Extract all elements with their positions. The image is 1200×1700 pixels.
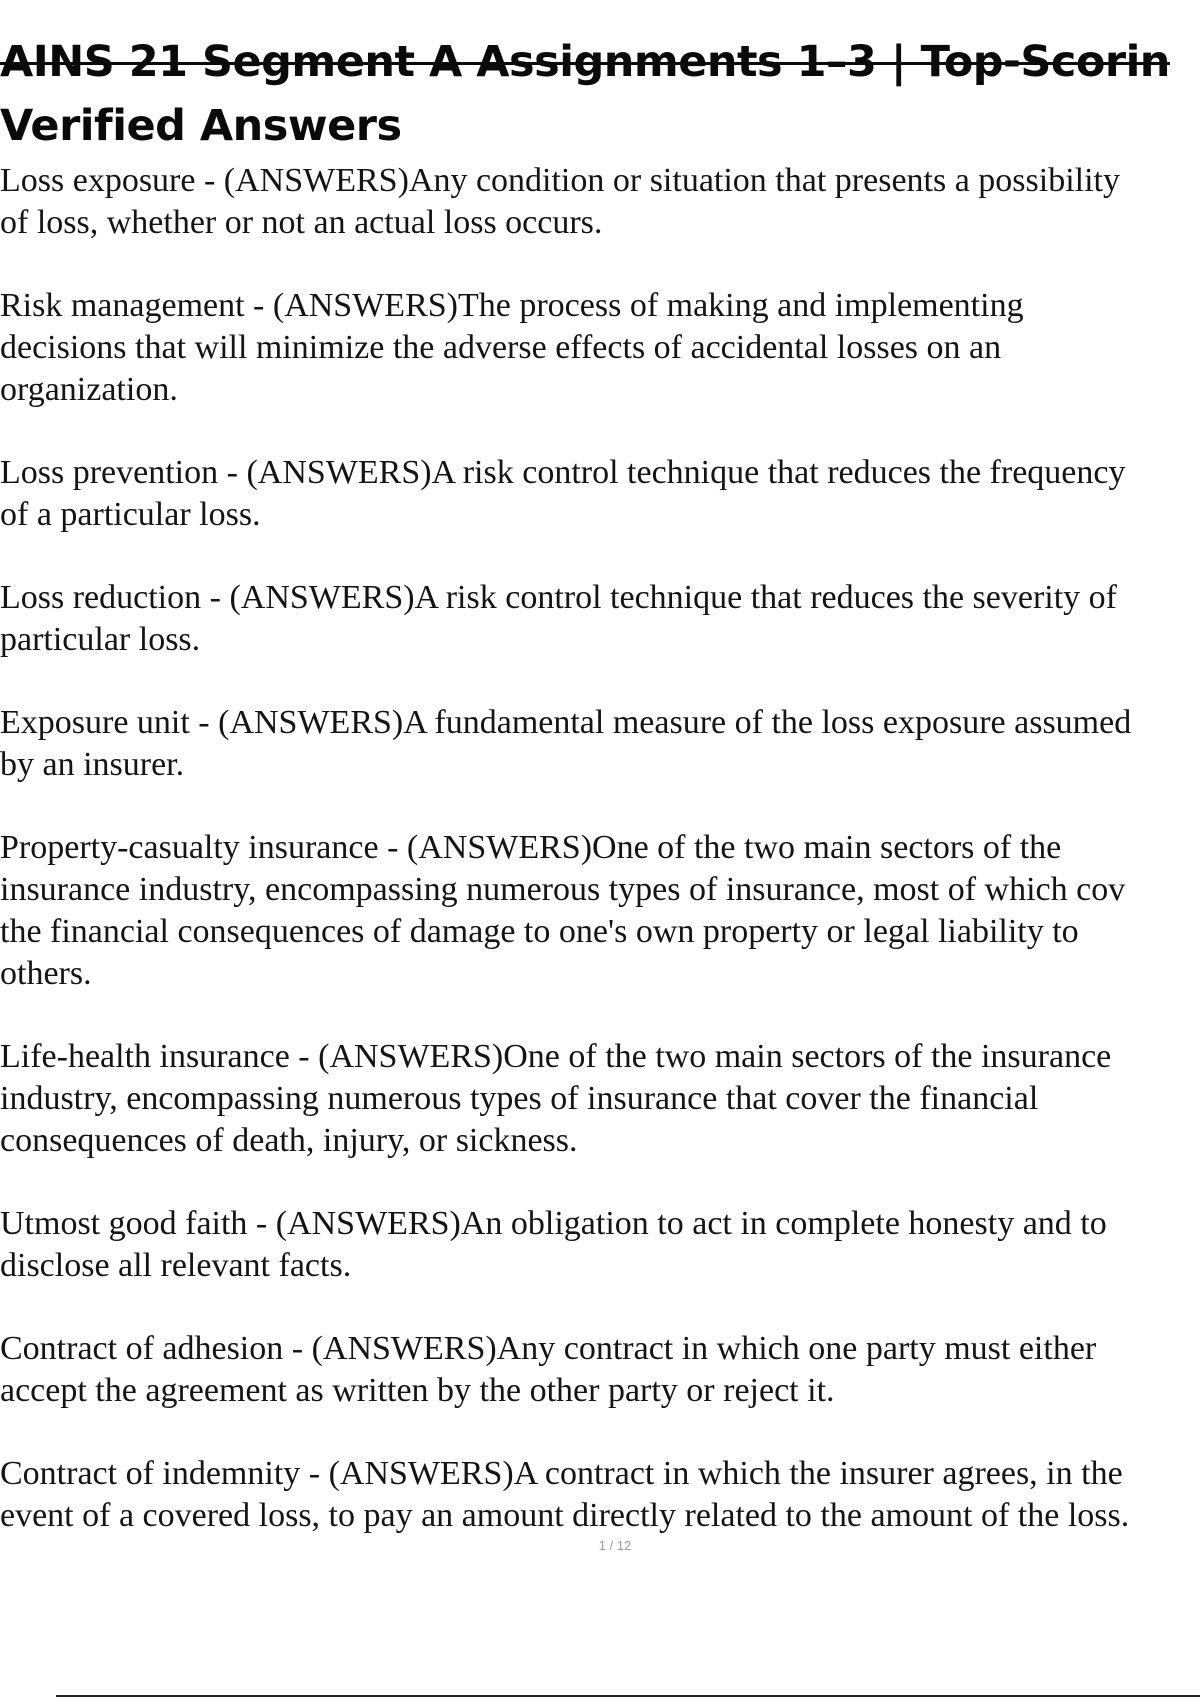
- entry-line: Loss reduction - (ANSWERS)A risk control technique that reduces the severity of: [0, 579, 1118, 616]
- entry-line: Loss exposure - (ANSWERS)Any condition or situation that presents a possibility: [0, 162, 1120, 199]
- entry-line: Exposure unit - (ANSWERS)A fundamental measure of the loss exposure assumed: [0, 704, 1132, 741]
- glossary-entry-contract-of-indemnity: [0, 1453, 1200, 1537]
- entry-line: event of a covered loss, to pay an amount directly related to the amount of the loss.: [0, 1497, 1130, 1534]
- footer-divider: [56, 1695, 1200, 1697]
- entry-line: industry, encompassing numerous types of insurance that cover the financial: [0, 1080, 1039, 1117]
- document-title-line-2: Verified Answers: [0, 101, 402, 151]
- glossary-entries: [0, 160, 1200, 1578]
- entry-line: others.: [0, 955, 92, 992]
- entry-line: Contract of adhesion - (ANSWERS)Any contract in which one party must either: [0, 1330, 1097, 1367]
- entry-line: Contract of indemnity - (ANSWERS)A contract in which the insurer agrees, in the: [0, 1455, 1123, 1492]
- glossary-entry-utmost-good-faith: [0, 1203, 1200, 1287]
- glossary-entry-contract-of-adhesion: [0, 1328, 1200, 1412]
- document-title-line-1: AINS 21 Segment A Assignments 1–3 | Top-Scorin: [0, 37, 1170, 87]
- glossary-entry-loss-exposure: [0, 160, 1200, 244]
- entry-line: disclose all relevant facts.: [0, 1247, 352, 1284]
- glossary-entry-property-casualty-insurance: [0, 827, 1200, 995]
- glossary-entry-exposure-unit: [0, 702, 1200, 786]
- entry-line: by an insurer.: [0, 746, 185, 783]
- entry-line: organization.: [0, 371, 178, 408]
- entry-line: accept the agreement as written by the other party or reject it.: [0, 1372, 835, 1409]
- entry-line: of a particular loss.: [0, 496, 261, 533]
- glossary-entry-loss-reduction: [0, 577, 1200, 661]
- glossary-entry-life-health-insurance: [0, 1036, 1200, 1162]
- page-number: 1 / 12: [598, 1538, 632, 1553]
- entry-line: consequences of death, injury, or sickness.: [0, 1122, 578, 1159]
- entry-line: the financial consequences of damage to one's own property or legal liability to: [0, 913, 1079, 950]
- glossary-entry-loss-prevention: [0, 452, 1200, 536]
- entry-line: decisions that will minimize the adverse effects of accidental losses on an: [0, 329, 1002, 366]
- entry-line: particular loss.: [0, 621, 201, 658]
- document-title: [0, 30, 1200, 158]
- entry-line: Loss prevention - (ANSWERS)A risk control technique that reduces the frequency: [0, 454, 1126, 491]
- entry-line: Life-health insurance - (ANSWERS)One of the two main sectors of the insurance: [0, 1038, 1112, 1075]
- entry-line: Risk management - (ANSWERS)The process of making and implementing: [0, 287, 1024, 324]
- entry-line: of loss, whether or not an actual loss occurs.: [0, 204, 603, 241]
- entry-line: Utmost good faith - (ANSWERS)An obligation to act in complete honesty and to: [0, 1205, 1107, 1242]
- entry-line: insurance industry, encompassing numerous types of insurance, most of which cov: [0, 871, 1126, 908]
- glossary-entry-risk-management: [0, 285, 1200, 411]
- entry-line: Property-casualty insurance - (ANSWERS)One of the two main sectors of the: [0, 829, 1062, 866]
